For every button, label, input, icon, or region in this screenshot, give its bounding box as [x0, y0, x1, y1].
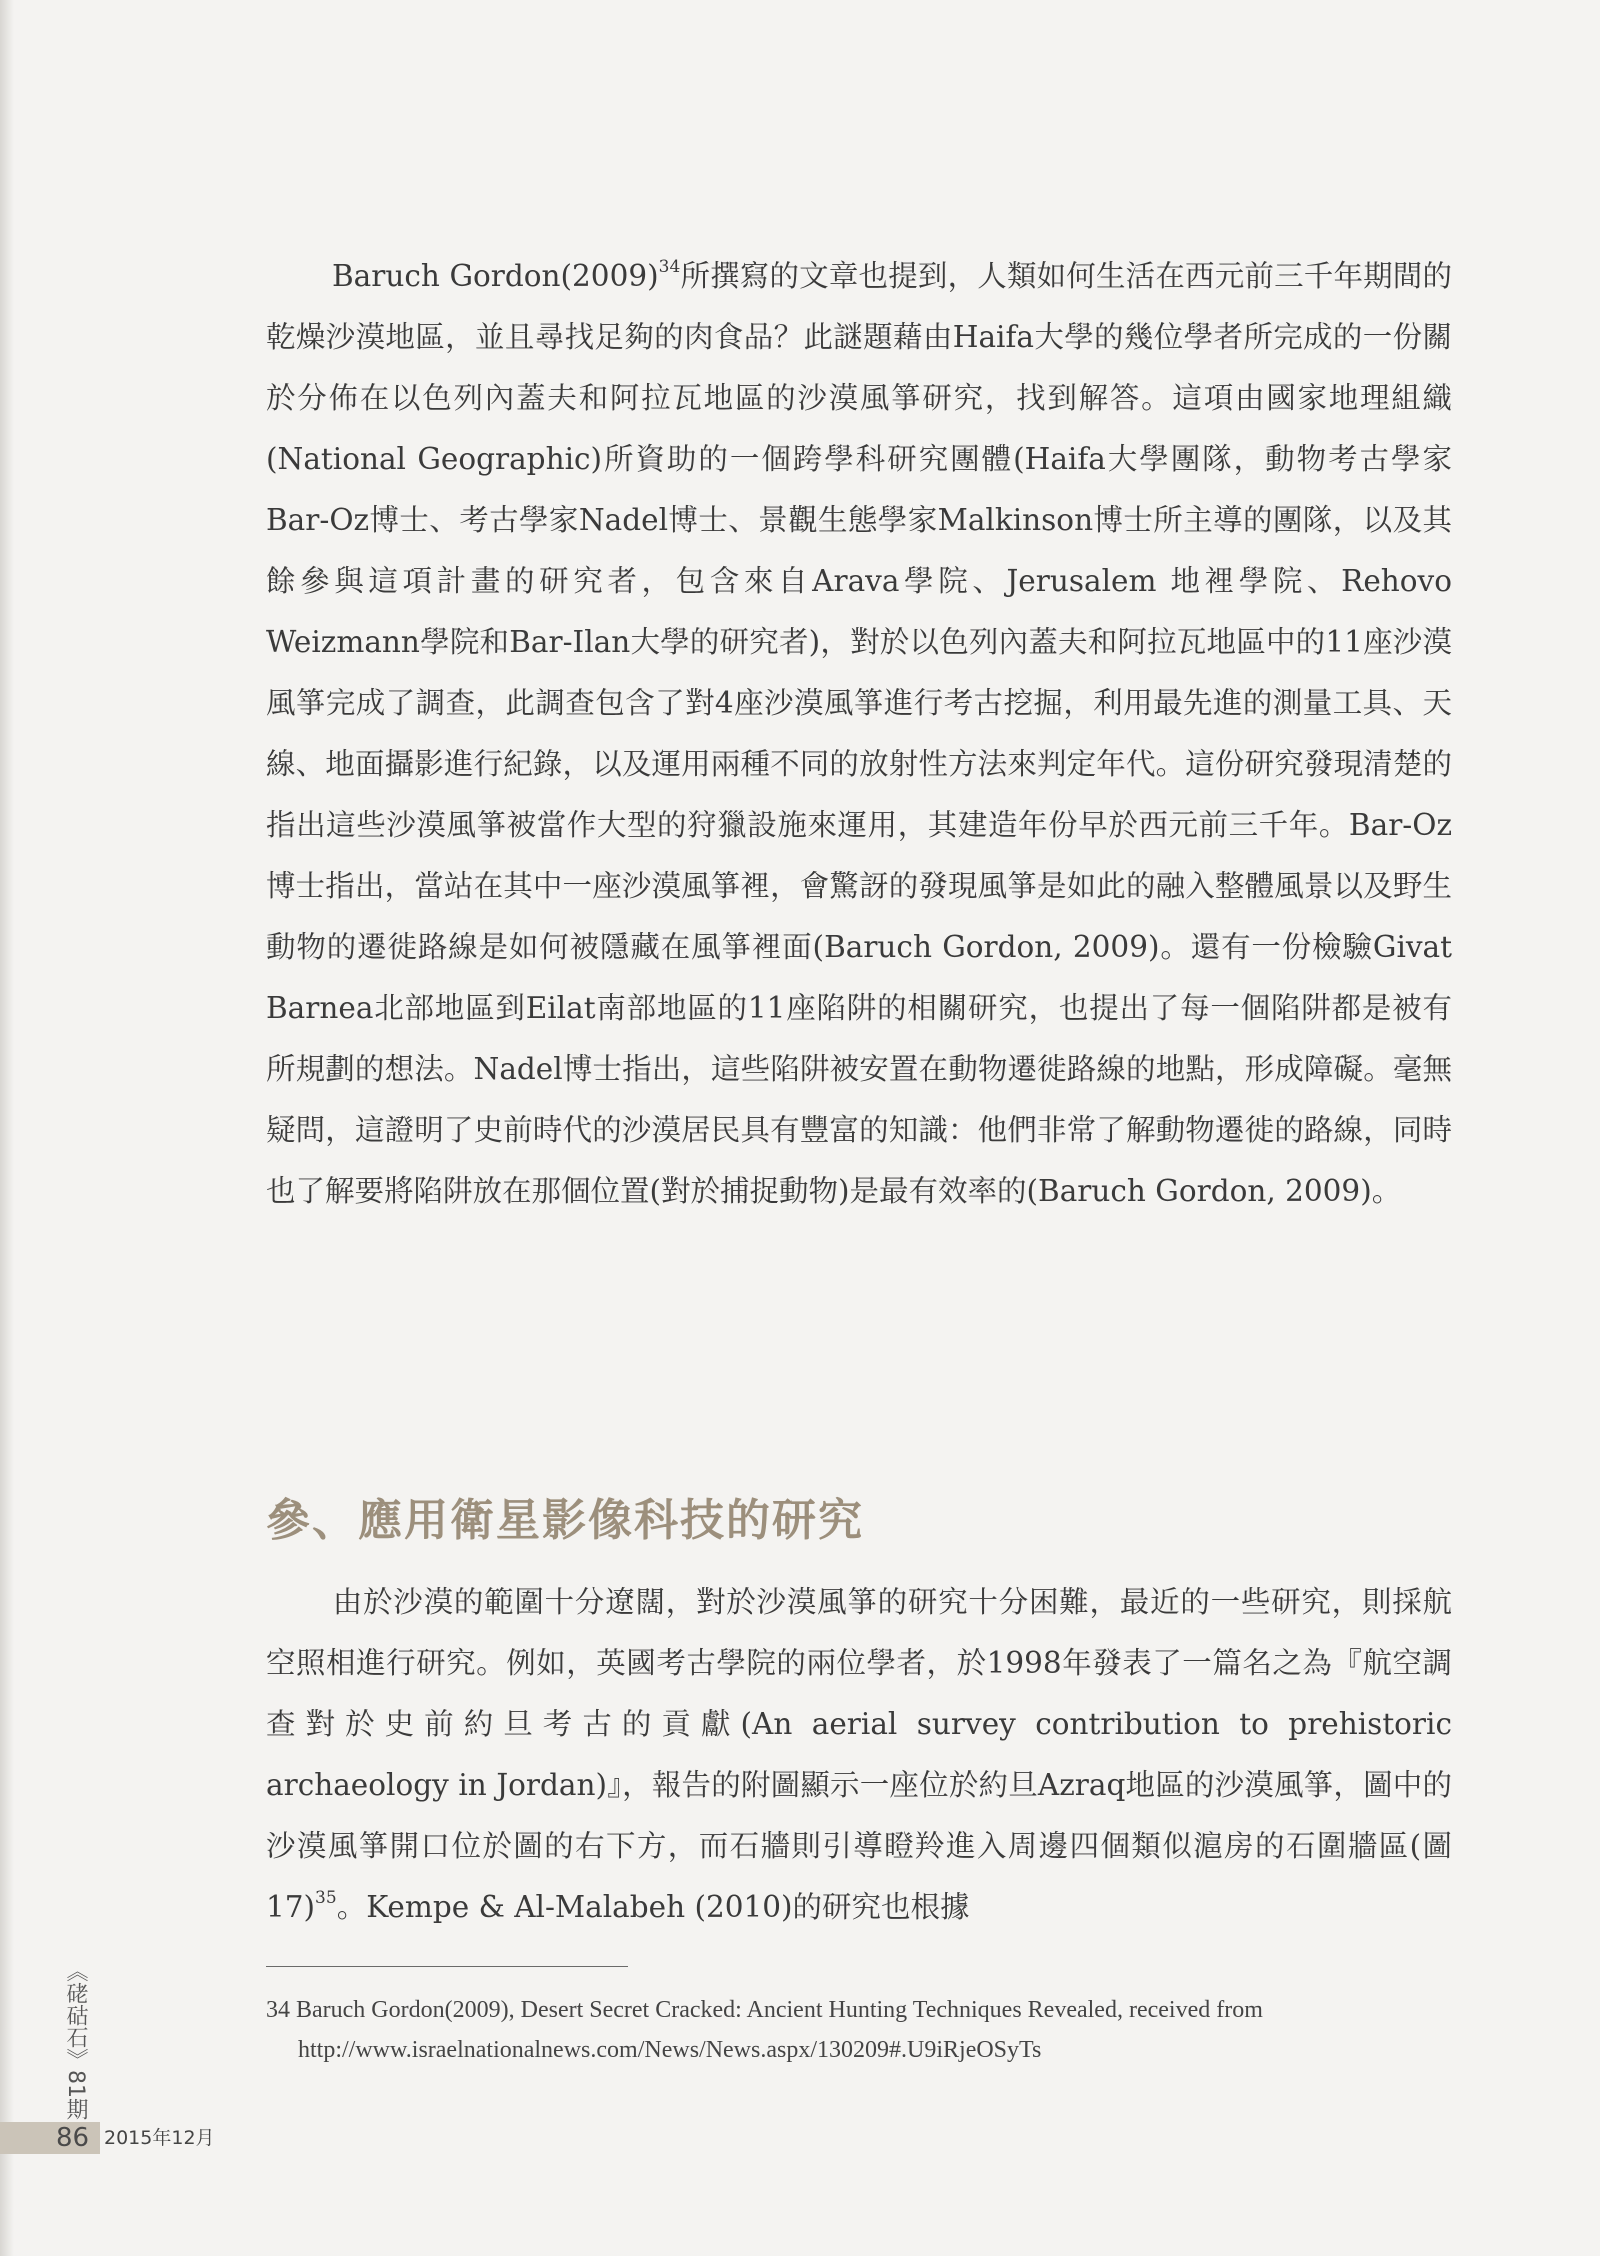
page-number: 86	[56, 2123, 90, 2153]
footnote-ref-34[interactable]: 34	[658, 257, 681, 277]
page-edge-shadow	[0, 0, 14, 2256]
paragraph-1-lead: Baruch Gordon(2009)	[332, 259, 659, 293]
body-paragraph-1	[266, 246, 1452, 1222]
footnote-url[interactable]: http://www.israelnationalnews.com/News/News.aspx/130209#.U9iRjeOSyTs	[298, 2037, 1042, 2063]
issue-date: 2015年12月	[104, 2127, 215, 2149]
footnote-text: 34 Baruch Gordon(2009), Desert Secret Cracked: Ancient Hunting Techniques Revealed, received from	[266, 1997, 1263, 2023]
paragraph-2-text: 由於沙漠的範圍十分遼闊，對於沙漠風箏的研究十分困難，最近的一些研究，則採航空照相進行研究。例如，英國考古學院的兩位學者，於1998年發表了一篇名之為『航空調查對於史前約旦考古的貢獻(An aerial survey contribution to prehistoric archaeology in Jordan)』，報告的附圖顯示一座位於約旦Azraq地區的沙漠風箏，圖中的沙漠風箏開口位於圖的右下方，而石牆則引導瞪羚進入周邊四個類似滬房的石圍牆區(圖17)	[266, 1585, 1452, 1924]
paragraph-2-tail: 。Kempe & Al-Malabeh (2010)的研究也根據	[336, 1890, 970, 1924]
paragraph-1-text: 所撰寫的文章也提到，人類如何生活在西元前三千年期間的乾燥沙漠地區，並且尋找足夠的肉食品？此謎題藉由Haifa大學的幾位學者所完成的一份關於分佈在以色列內蓋夫和阿拉瓦地區的沙漠風箏研究，找到解答。這項由國家地理組織(National Geographic)所資助的一個跨學科研究團體(Haifa大學團隊，動物考古學家Bar-Oz博士、考古學家Nadel博士、景觀生態學家Malkinson博士所主導的團隊，以及其餘參與這項計畫的研究者，包含來自Arava學院、Jerusalem 地裡學院、Rehovo Weizmann學院和Bar-Ilan大學的研究者)，對於以色列內蓋夫和阿拉瓦地區中的11座沙漠風箏完成了調查，此調查包含了對4座沙漠風箏進行考古挖掘，利用最先進的測量工具、天線、地面攝影進行紀錄，以及運用兩種不同的放射性方法來判定年代。這份研究發現清楚的指出這些沙漠風箏被當作大型的狩獵設施來運用，其建造年份早於西元前三千年。Bar-Oz博士指出，當站在其中一座沙漠風箏裡，會驚訝的發現風箏是如此的融入整體風景以及野生動物的遷徙路線是如何被隱藏在風箏裡面(Baruch Gordon, 2009)。還有一份檢驗Givat Barnea北部地區到Eilat南部地區的11座陷阱的相關研究，也提出了每一個陷阱都是被有所規劃的想法。Nadel博士指出，這些陷阱被安置在動物遷徙路線的地點，形成障礙。毫無疑問，這證明了史前時代的沙漠居民具有豐富的知識：他們非常了解動物遷徙的路線，同時也了解要將陷阱放在那個位置(對於捕捉動物)是最有效率的(Baruch Gordon, 2009)。	[266, 259, 1452, 1208]
footnote-ref-35[interactable]: 35	[315, 1888, 337, 1908]
section-heading: 參、應用衛星影像科技的研究	[266, 1495, 864, 1546]
body-paragraph-2	[266, 1572, 1452, 1938]
footnote-34	[266, 1990, 1466, 2070]
footnote-divider	[266, 1966, 628, 1967]
journal-issue-label: 《硓𥑮石》81期	[63, 1960, 88, 2120]
